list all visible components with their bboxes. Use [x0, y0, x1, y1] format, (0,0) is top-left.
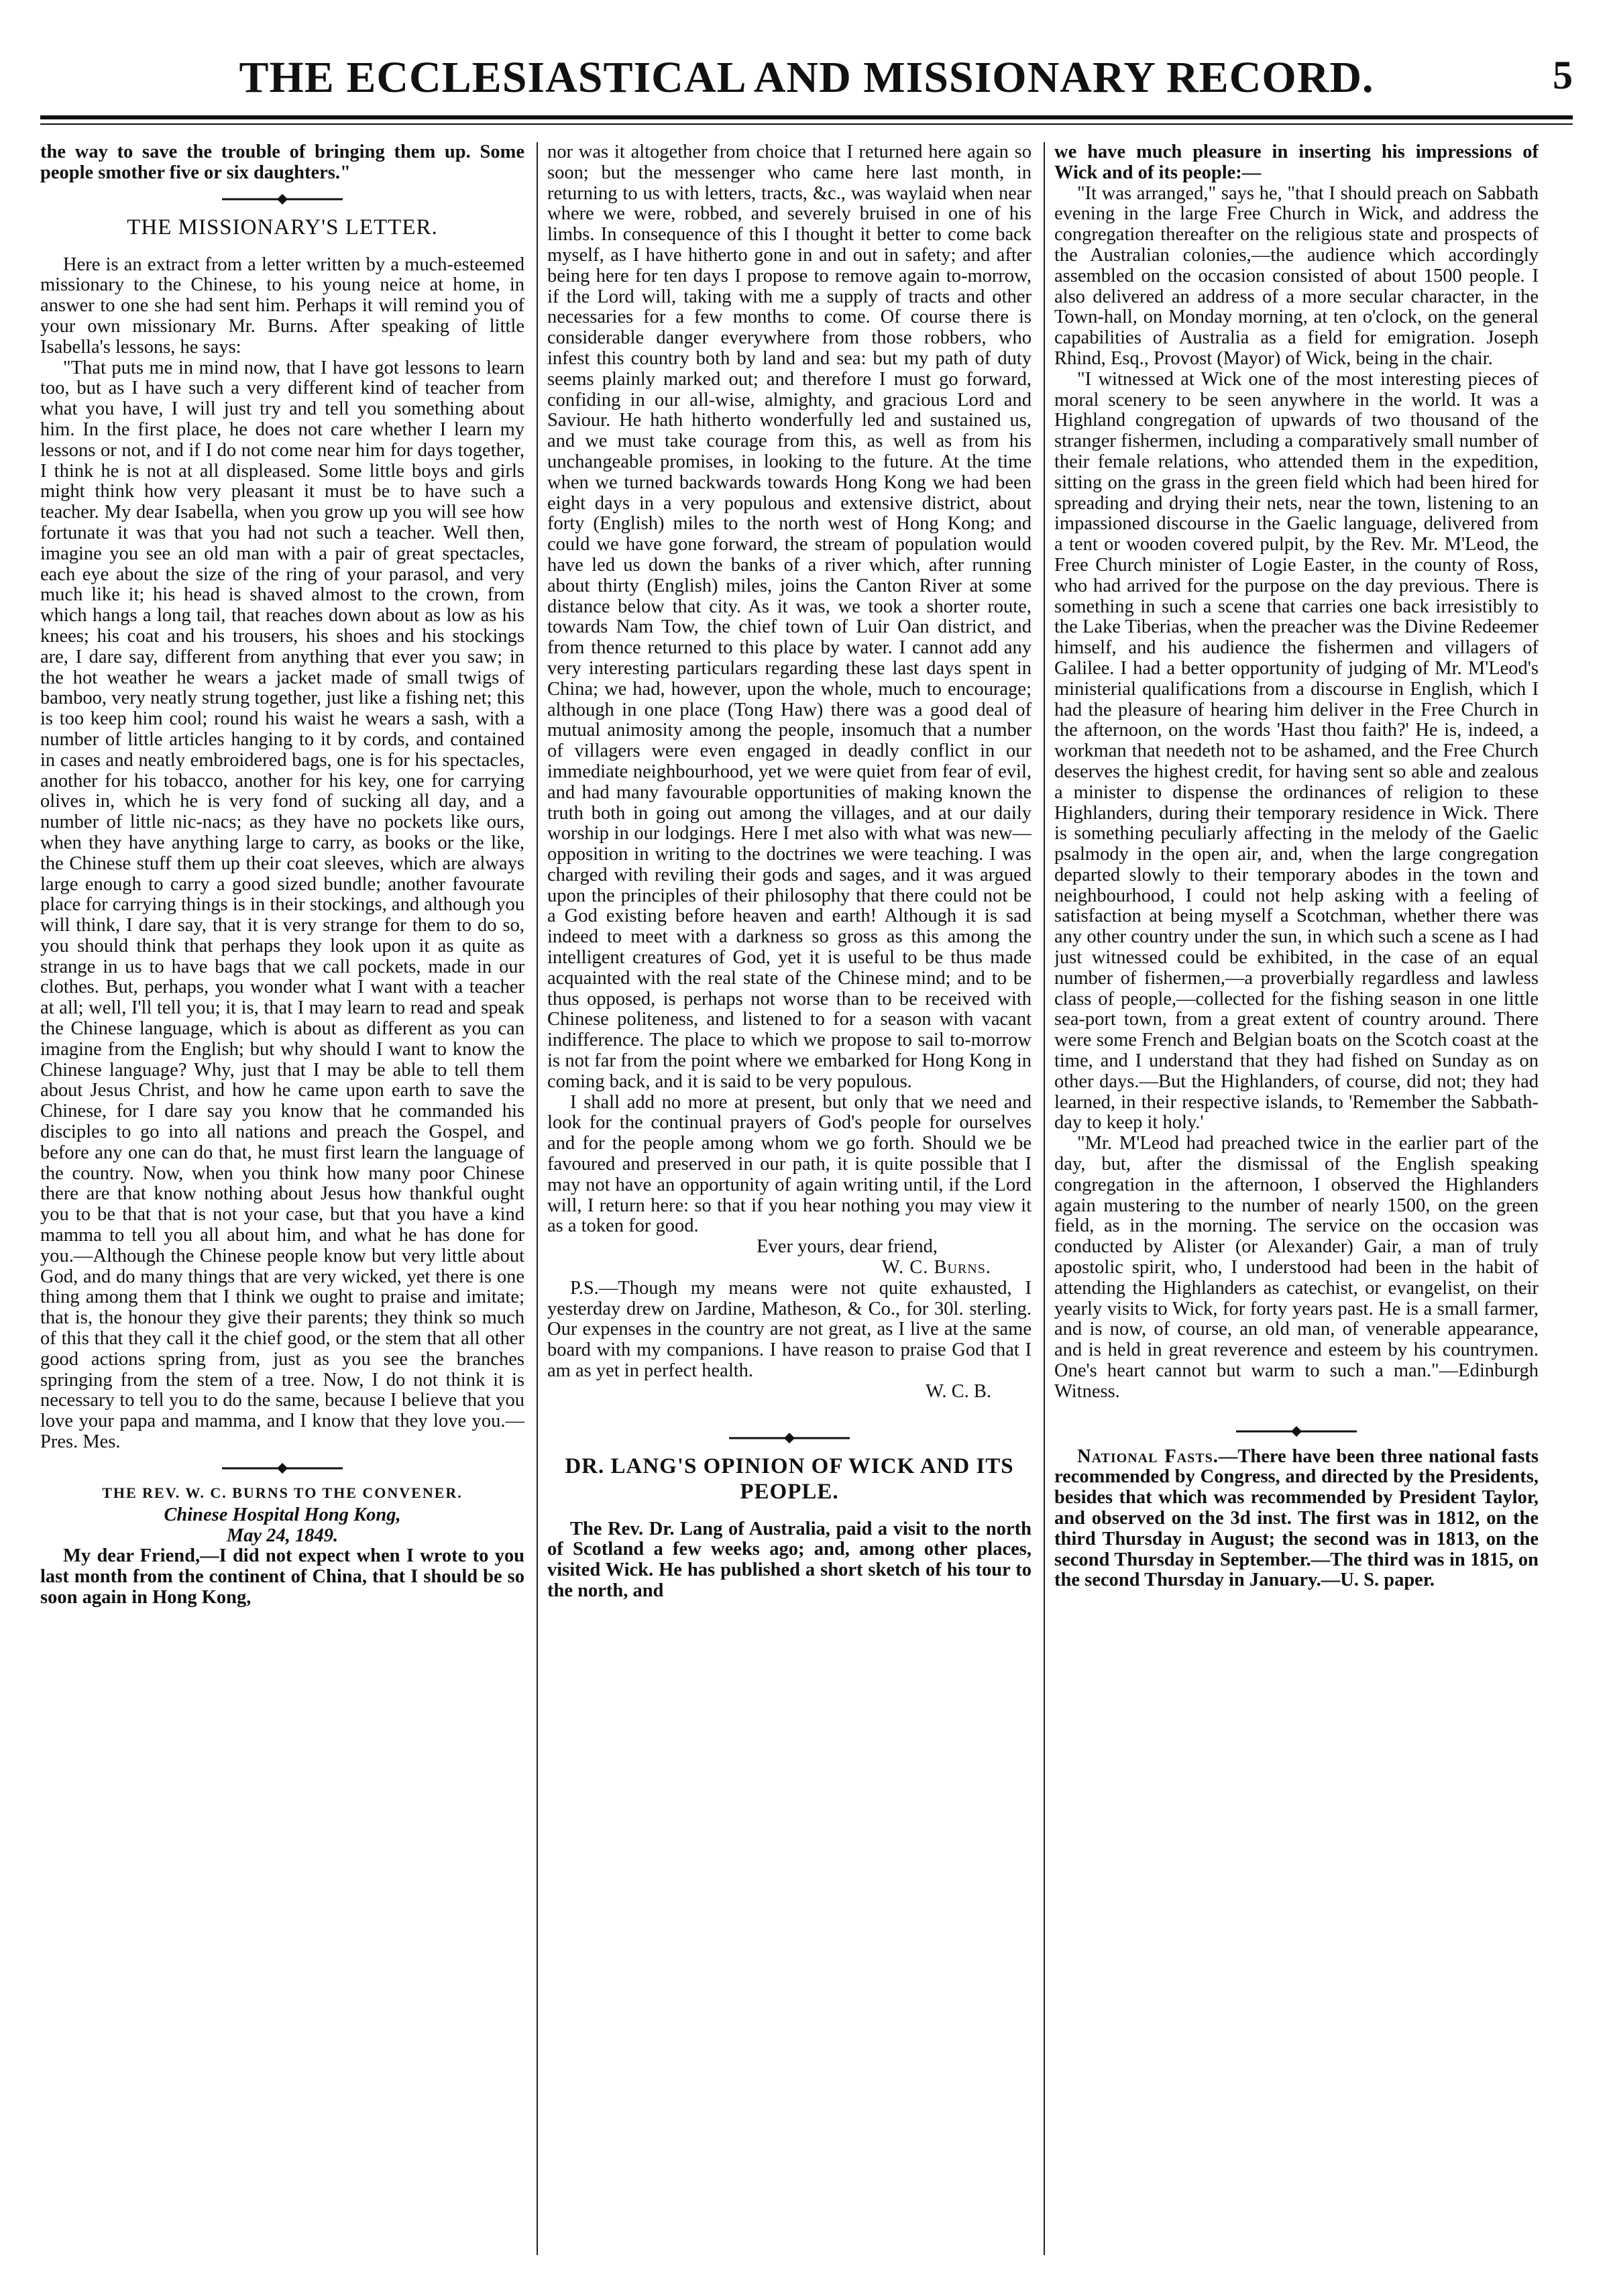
- wick-intro: we have much pleasure in inserting his impressions of Wick and of its people:—: [1054, 142, 1539, 183]
- national-fasts-label: National Fasts.: [1077, 1445, 1219, 1467]
- column-2: [547, 142, 1032, 2255]
- national-fasts-text: —There have been three national fasts recommended by Congress, and directed by the Presidents, besides that which was recommended by President Taylor, and observed on the 3d inst. The first was in 1812, on the third Thursday in August; the second was in 1813, on the second Thursday in September.—The third was in 1815, on the second Thursday in January.—U. S. paper.: [1054, 1445, 1539, 1591]
- section-divider: [547, 1429, 1032, 1447]
- wick-paragraph-3: "Mr. M'Leod had preached twice in the earlier part of the day, but, after the dismissal of the English speaking congregation in the afternoon, I observed the Highlanders again mustering to the number of nearly 1500, on the green field, as in the morning. The service on the occasion was conducted by Alister (or Alexander) Gair, a man of truly apostolic spirit, who, I understood had been in the habit of attending the Highlanders as catechist, or evangelist, on their yearly visits to Wick, for forty years past. He is a small farmer, and is now, of course, an old man, of venerable appearance, and is held in great reverence and esteem by his countrymen. One's heart cannot but warm to such a man."—Edinburgh Witness.: [1054, 1133, 1539, 1402]
- section-divider: [1054, 1423, 1539, 1440]
- column-1: [40, 142, 524, 2255]
- publication-title: THE ECCLESIASTICAL AND MISSIONARY RECORD.: [239, 53, 1374, 102]
- wick-paragraph-1: "It was arranged," says he, "that I should preach on Sabbath evening in the large Free Church in Wick, and address the congregation thereafter on the religious state and prospects of the Australian colonies,—the audience which accordingly assembled on the occasion consisted of about 1500 people. I also delivered an address of a more secular character, in the Town-hall, on Monday morning, at ten o'clock, on the general capabilities of Australia as a field for emigration. Joseph Rhind, Esq., Provost (Mayor) of Wick, being in the chair.: [1054, 182, 1539, 369]
- column-rule-1: [537, 142, 538, 2255]
- burns-letter-body: nor was it altogether from choice that I returned here again so soon; but the messenger who came here last month, in returning to us with letters, tracts, &c., was waylaid when near where we were, robbed, and severely bruised in one of his limbs. In consequence of this I thought it better to come back myself, as I have hitherto gone in and out in safety; and after being here for ten days I propose to remove again to-morrow, if the Lord will, taking with me a supply of tracts and other necessaries for a few months to come. Of course there is considerable danger everywhere from those robbers, who infest this country both by land and sea: but my path of duty seems plainly marked out; and therefore I must go forward, confiding in our all-wise, almighty, and gracious Lord and Saviour. He hath hitherto wonderfully led and sustained us, and we must take courage from this, as well as from his unchangeable promises, in looking to the future. At the time when we turned backwards towards Hong Kong we had been eight days in a very populous and extensive district, about forty (English) miles to the north west of Hong Kong; and could we have gone forward, the stream of population would have led us down the banks of a river which, after running about thirty (English) miles, joins the Canton River at some distance below that city. As it was, we took a shorter route, towards Nam Tow, the chief town of Luir Oan district, and from thence returned to this place by water. I cannot add any very interesting particulars regarding these last days spent in China; we had, however, upon the whole, much to encourage; although in one place (Tong Haw) there was a good deal of mutual animosity among the people, insomuch that a number of villagers were even engaged in deadly conflict in our immediate neighbourhood, yet we were quiet from fear of evil, and had many favourable opportunities of making known the truth both in going out among the villages, and at our daily worship in our lodgings. Here I met also with what was new—opposition in writing to the doctrines we were teaching. I was charged with reviling their gods and sages, and it was argued upon the principles of their philosophy that there could not be a God existing before heaven and earth! Although it is sad indeed to meet with a darkness so gross as this among the intelligent creatures of God, yet it is useful to be thus made acquainted with the real state of the Chinese mind; and to be thus opposed, is perhaps not worse than to be received with Chinese politeness, and listened to for a season with vacant indifference. The place to which we propose to sail to-morrow is not far from the point where we embarked for Hong Kong in coming back, and it is said to be very populous.: [547, 142, 1032, 1092]
- header-rule-thick: [40, 115, 1573, 119]
- burns-letter-heading: THE REV. W. C. BURNS TO THE CONVENER.: [102, 1484, 463, 1501]
- dateline-date: May 24, 1849.: [226, 1525, 339, 1546]
- national-fasts-item: [1054, 1447, 1539, 1592]
- masthead: [40, 52, 1573, 119]
- burns-letter-closing-paragraph: I shall add no more at present, but only that we need and look for the continual prayers of God's people for ourselves and for the people among whom we go forth. Should we be favoured and preserved in our path, it is quite possible that I may not have an opportunity of again writing until, if the Lord will, I return here: so that if you hear nothing you may view it as a token for good.: [547, 1091, 1032, 1237]
- missionary-letter-heading: THE MISSIONARY'S LETTER.: [127, 215, 438, 239]
- lang-article-intro: The Rev. Dr. Lang of Australia, paid a visit to the north of Scotland a few weeks ago; and, among other places, visited Wick. He has published a short sketch of his tour to the north, and: [547, 1518, 1032, 1601]
- postscript: P.S.—Though my means were not quite exhausted, I yesterday drew on Jardine, Matheson, & Co., for 30l. sterling. Our expenses in the country are not great, as I live at the same board with my companions. I have reason to praise God that I am as yet in perfect health.: [547, 1277, 1032, 1382]
- section-divider: [40, 1460, 524, 1477]
- missionary-letter-intro: Here is an extract from a letter written by a much-esteemed missionary to the Chinese, to his young neice at home, in answer to one she had sent him. Perhaps it will remind you of your own missionary Mr. Burns. After speaking of little Isabella's lessons, he says:: [40, 254, 524, 358]
- letter-signature: W. C. Burns.: [881, 1257, 991, 1278]
- header-rule-thin: [40, 123, 1573, 125]
- postscript-initials: W. C. B.: [926, 1380, 991, 1402]
- letter-closing: Ever yours, dear friend,: [757, 1236, 938, 1258]
- missionary-letter-body: "That puts me in mind now, that I have got lessons to learn too, but as I have such a very different kind of teacher from what you have, I will just try and tell you something about him. In the first place, he does not care whether I learn my lessons or not, and if I do not come near him for days together, I think he is not at all displeased. Some little boys and girls might think how very pleasant it must be to have such a teacher. My dear Isabella, when you grow up you will see how fortunate it was that you had not such a teacher. Well then, imagine you see an old man with a pair of great spectacles, each eye about the size of the ring of your parasol, and very much like it; his head is shaved almost to the crown, from which hangs a long tail, that reaches down about as low as his knees; his coat and his trousers, his shoes and his stockings are, I dare say, different from anything that ever you saw; in the hot weather he wears a jacket made of small twigs of bamboo, very neatly strung together, just like a fishing net; this is too keep him cool; round his waist he wears a sash, with a number of little articles hanging to it by cords, and contained in cases and neatly embroidered bags, one is for his spectacles, another for his tobacco, another for his key, one for carrying olives in, which he is very fond of sucking all day, and a number of little nic-nacs; as they have no pockets like ours, when they have anything large to carry, as books or the like, the Chinese stuff them up their coat sleeves, which are always large enough to carry a good sized bundle; another favourate place for carrying things is in their stockings, and although you will think, I dare say, that it is very strange for them to do so, you should think that perhaps they look upon it as quite as strange in us to have bags that we call pockets, made in our clothes. But, perhaps, you wonder what I want with a teacher at all; well, I'll tell you; it is, that I may learn to read and speak the Chinese language, which is about as different as you can imagine from the English; but why should I want to know the Chinese language? Why, just that I may be able to tell them about Jesus Christ, and how he came upon earth to save the Chinese, for I dare say you know that he commanded his disciples to go into all nations and preach the Gospel, and before any one can do that, he must first learn the language of the country. Now, when you think how many poor Chinese there are that know nothing about Jesus how thankful ought you to be that that is not your case, but that you have a kind mamma to tell you all about him, and what he has done for you.—Although the Chinese people know but very little about God, and do many things that are very wicked, yet there is one thing among them that I think we ought to praise and imitate; that is, the honour they give their parents; they think so much of this that they call it the chief good, or the stem that all other good actions spring from, just as you see the branches springing from the stem of a tree. Now, I do not think it is necessary to tell you to do the same, because I believe that you love your papa and mamma, and I know that they love you.—Pres. Mes.: [40, 357, 524, 1453]
- intro-continuation: the way to save the trouble of bringing them up. Some people smother five or six daughters.": [40, 142, 524, 183]
- dateline-place: Chinese Hospital Hong Kong,: [164, 1504, 401, 1525]
- section-divider: [40, 190, 524, 208]
- column-3: [1054, 142, 1539, 2255]
- page-number: 5: [1553, 53, 1573, 97]
- lang-article-heading: DR. LANG'S OPINION OF WICK AND ITS PEOPLE.: [565, 1454, 1014, 1504]
- salutation: My dear Friend,—I did not expect when I wrote to you last month from the continent of China, that I should be so soon again in Hong Kong,: [40, 1545, 524, 1608]
- wick-paragraph-2: "I witnessed at Wick one of the most interesting pieces of moral scenery to be seen anywhere in the world. It was a Highland congregation of upwards of two thousand of the stranger fishermen, including a comparatively small number of their female relations, who attended them in the expedition, sitting on the grass in the green field which had been hired for spreading and drying their nets, near the town, listening to an impassioned discourse in the Gaelic language, delivered from a tent or wooden covered pulpit, by the Rev. Mr. M'Leod, the Free Church minister of Logie Easter, in the county of Ross, who had arrived for the purpose on the day previous. There is something in such a scene that carries one back irresistibly to the Lake Tiberias, when the preacher was the Divine Redeemer himself, and his audience the fishermen and villagers of Galilee. I had a better opportunity of judging of Mr. M'Leod's ministerial qualifications from a discourse in English, which I had the pleasure of hearing him deliver in the Free Church in the afternoon, on the words 'Hast thou faith?' He is, indeed, a workman that needeth not to be ashamed, and the Free Church deserves the highest credit, for having sent so able and zealous a minister to dispense the ordinances of religion to these Highlanders, during their temporary residence in Wick. There is something peculiarly affecting in the melody of the Gaelic psalmody in the open air, and, when the large congregation departed slowly to their temporary abodes in the town and neighbourhood, I could not help asking with a feeling of satisfaction at being myself a Scotchman, whether there was any other country under the sun, in which such a scene as I had just witnessed could be exhibited, in the case of an equal number of fishermen,—a proverbially regardless and lawless class of people,—collected for the fishing season in one little sea-port town, from a great extent of country around. There were some French and Belgian boats on the Scotch coast at the time, and I understand that they had fished on Sunday as on other days.—But the Highlanders, of course, did not; they had learned, in their respective islands, to 'Remember the Sabbath-day to keep it holy.': [1054, 368, 1539, 1134]
- column-rule-2: [1044, 142, 1045, 2255]
